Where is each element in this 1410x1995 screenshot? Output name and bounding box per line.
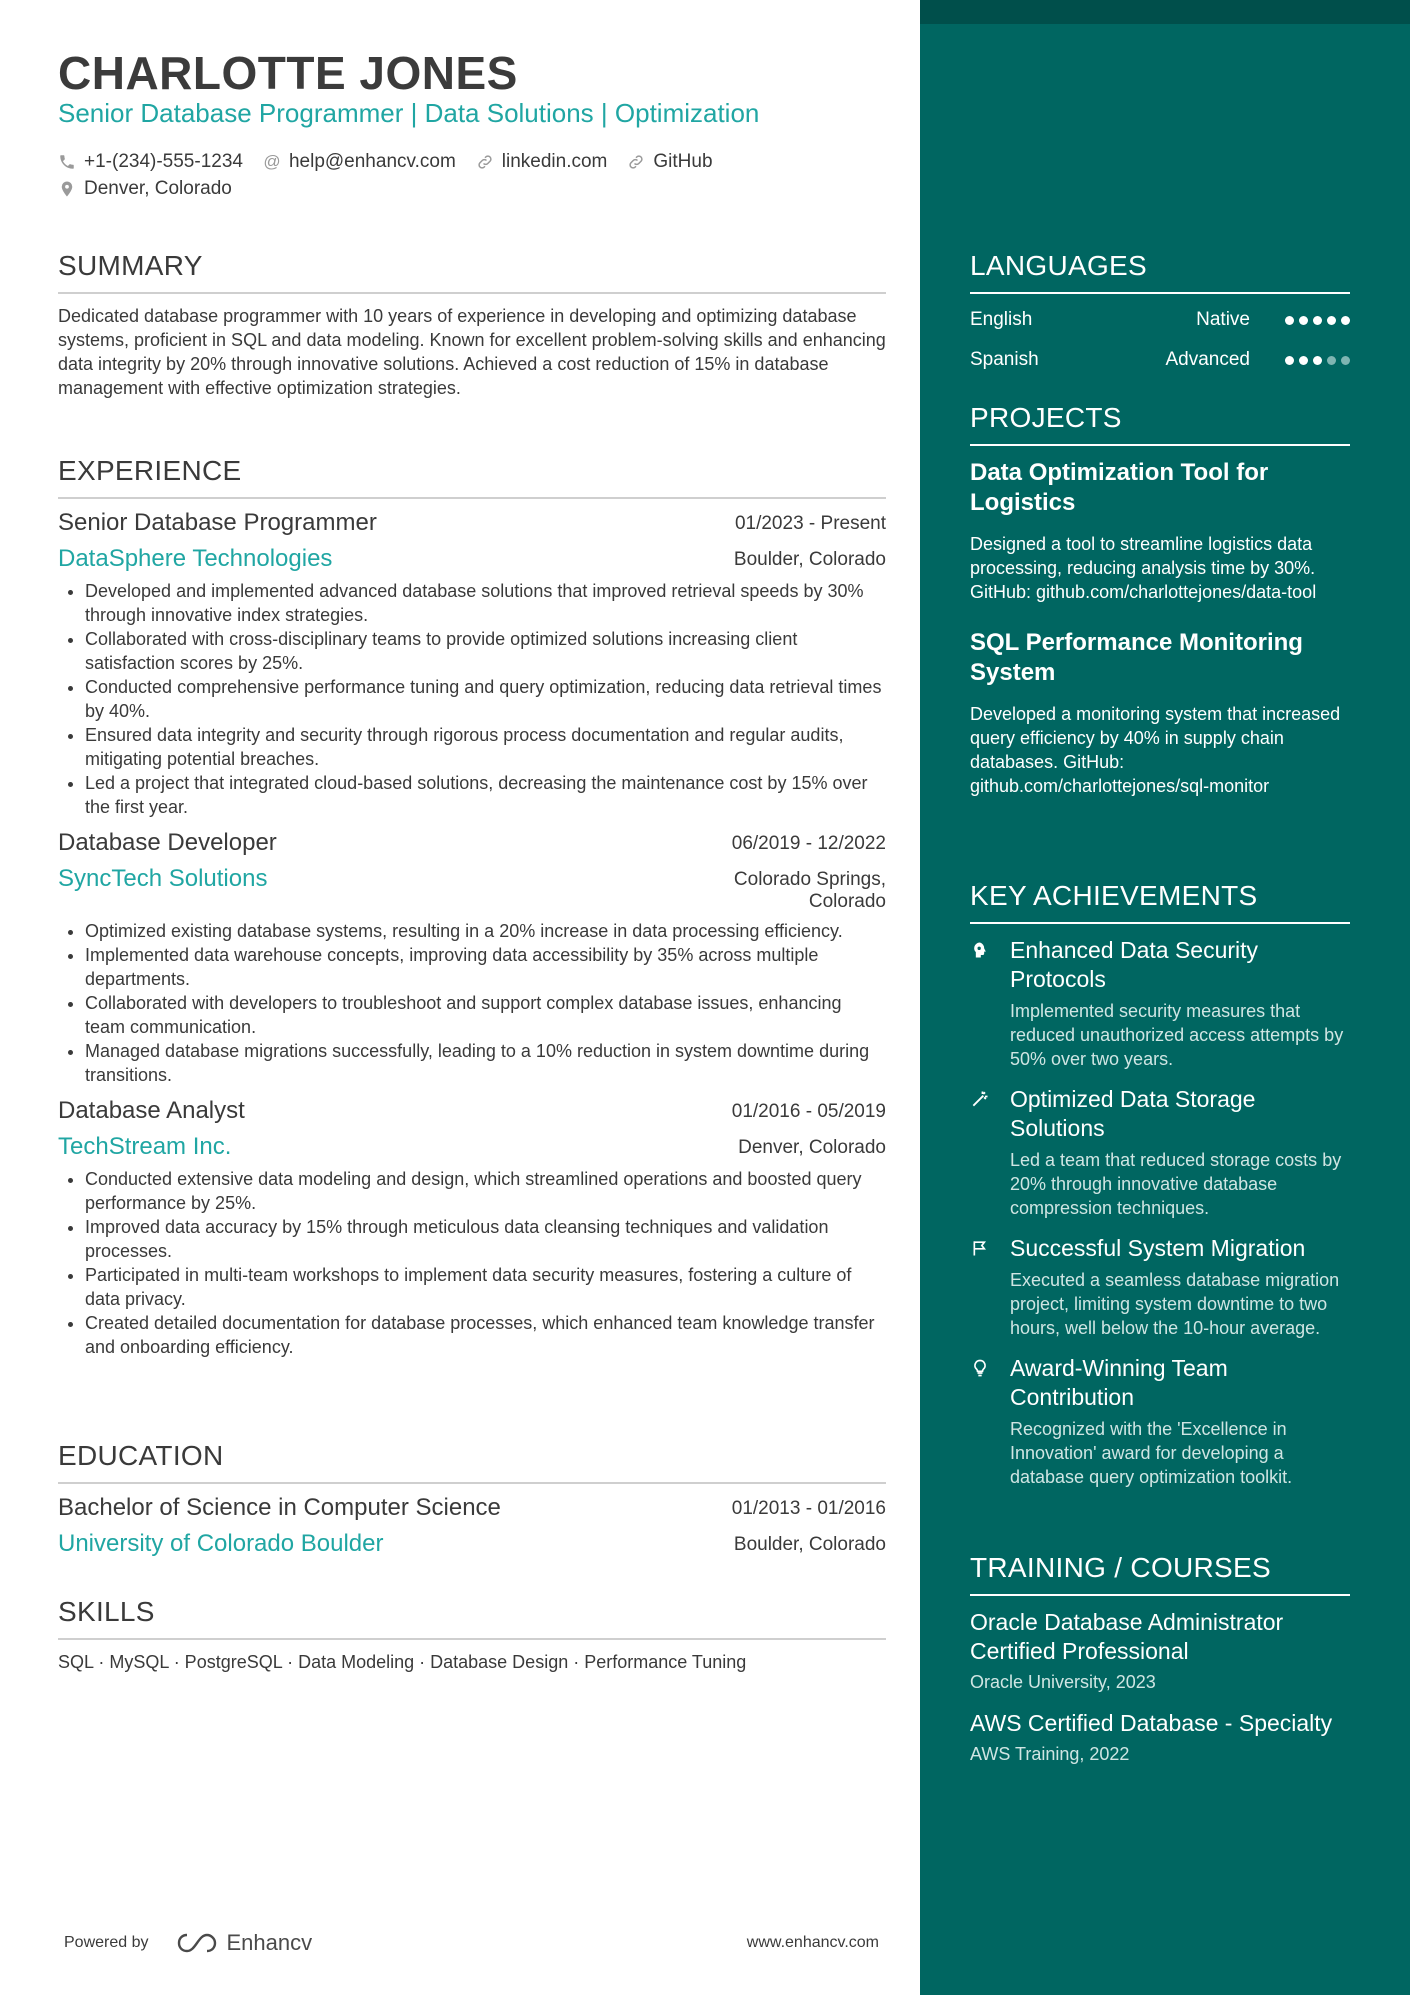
degree-title: Bachelor of Science in Computer Science <box>58 1494 501 1521</box>
job-location: Denver, Colorado <box>738 1137 886 1158</box>
bullet-item: • Managed database migrations successfully, leading to a 10% reduction in system downtime during transitions. <box>85 1039 886 1087</box>
achievement-title: Successful System Migration <box>1010 1235 1306 1261</box>
rating-dot <box>1313 316 1322 325</box>
achievement-description: Executed a seamless database migration project, limiting system downtime to two hours, well below the 10-hour average. <box>1010 1270 1340 1338</box>
school-name: University of Colorado Boulder <box>58 1530 384 1557</box>
bullet-item: • Optimized existing database systems, resulting in a 20% increase in data processing efficiency. <box>85 919 886 943</box>
achievement-title: Award-Winning Team Contribution <box>1010 1355 1228 1410</box>
sidebar <box>920 0 1410 1995</box>
skills-list: SQL · MySQL · PostgreSQL · Data Modeling · Database Design · Performance Tuning <box>58 1652 747 1672</box>
rating-dot <box>1341 356 1350 365</box>
job-entry <box>58 509 886 819</box>
bullet-item: • Developed and implemented advanced database solutions that improved retrieval speeds by 30% through innovative index strategies. <box>85 579 886 627</box>
summary-heading: SUMMARY <box>58 250 886 294</box>
projects-section <box>970 402 1350 798</box>
job-title: Database Analyst <box>58 1097 245 1124</box>
bullet-item: • Collaborated with developers to troubleshoot and support complex database issues, enhancing team communication. <box>85 991 886 1039</box>
contact-info <box>58 148 733 202</box>
project-description: Designed a tool to streamline logistics data processing, reducing analysis time by 30%. GitHub: github.com/charlottejones/data-tool <box>970 534 1317 602</box>
company-name: SyncTech Solutions <box>58 865 268 892</box>
achievement-title: Optimized Data Storage Solutions <box>1010 1086 1256 1141</box>
bullet-item: • Conducted extensive data modeling and design, which streamlined operations and boosted query performance by 25%. <box>85 1167 886 1215</box>
language-level: Native <box>1196 309 1250 330</box>
summary-section <box>58 250 886 400</box>
language-name: Spanish <box>970 349 1039 370</box>
skills-section <box>58 1596 886 1673</box>
achievement-description: Led a team that reduced storage costs by 20% through innovative database compression techniques. <box>1010 1150 1342 1218</box>
location-text: Denver, Colorado <box>84 177 232 199</box>
job-location: Colorado Springs, Colorado <box>733 869 886 912</box>
at-icon: @ <box>263 151 281 171</box>
email-contact[interactable] <box>263 151 456 173</box>
email-text: help@enhancv.com <box>288 150 456 172</box>
github-text: GitHub <box>653 150 713 172</box>
rating-dot <box>1341 316 1350 325</box>
footer <box>64 1930 879 1956</box>
github-contact[interactable] <box>627 151 712 173</box>
languages-section <box>970 250 1350 374</box>
rating-dot <box>1313 356 1322 365</box>
rating-dot <box>1299 316 1308 325</box>
job-bullets <box>58 919 886 1087</box>
job-bullets <box>58 1167 886 1359</box>
experience-heading: EXPERIENCE <box>58 455 886 499</box>
infinity-logo-icon <box>175 1931 221 1955</box>
achievement-title: Enhanced Data Security Protocols <box>1010 937 1259 992</box>
company-name: DataSphere Technologies <box>58 545 333 572</box>
language-level: Advanced <box>1165 349 1250 370</box>
lightbulb-icon <box>970 1354 1010 1489</box>
brand-name: Enhancv <box>226 1930 313 1955</box>
summary-text: Dedicated database programmer with 10 years of experience in developing and optimizing database systems, proficient in SQL and data modeling. Known for excellent problem-solving skills and enhancing data integrity by 20% through innovative solutions. Achieved a cost reduction of 15% in database management with effective optimization strategies. <box>58 306 886 398</box>
language-rating <box>1280 356 1350 365</box>
sidebar-top-band <box>920 0 1410 24</box>
location-pin-icon <box>58 180 76 198</box>
bullet-item: • Led a project that integrated cloud-based solutions, decreasing the maintenance cost by 15% over the first year. <box>85 771 886 819</box>
achievement-description: Recognized with the 'Excellence in Innovation' award for developing a database query optimization toolkit. <box>1010 1419 1293 1487</box>
achievements-heading: KEY ACHIEVEMENTS <box>970 880 1350 924</box>
job-dates: 06/2019 - 12/2022 <box>731 833 886 854</box>
linkedin-contact[interactable] <box>476 151 608 173</box>
website-link[interactable]: www.enhancv.com <box>746 1934 879 1951</box>
candidate-title: Senior Database Programmer | Data Solutions | Optimization <box>58 98 760 128</box>
languages-heading: LANGUAGES <box>970 250 1350 294</box>
project-title: Data Optimization Tool for Logistics <box>970 459 1269 516</box>
experience-section <box>58 455 886 1359</box>
course-title: Oracle Database Administrator Certified Professional <box>970 1609 1284 1664</box>
rating-dot <box>1327 316 1336 325</box>
project-title: SQL Performance Monitoring System <box>970 629 1303 686</box>
school-location: Boulder, Colorado <box>733 1534 886 1555</box>
education-section <box>58 1440 886 1558</box>
job-dates: 01/2016 - 05/2019 <box>731 1101 886 1122</box>
training-heading: TRAINING / COURSES <box>970 1552 1350 1596</box>
achievement-item <box>970 1085 1350 1220</box>
job-title: Database Developer <box>58 829 277 856</box>
link-icon <box>627 153 645 171</box>
language-item <box>970 306 1350 334</box>
education-dates: 01/2013 - 01/2016 <box>731 1498 886 1519</box>
achievement-item <box>970 936 1350 1071</box>
projects-heading: PROJECTS <box>970 402 1350 446</box>
course-title: AWS Certified Database - Specialty <box>970 1710 1333 1736</box>
language-rating <box>1280 316 1350 325</box>
job-entry <box>58 829 886 1087</box>
bullet-item: • Ensured data integrity and security through rigorous process documentation and regular audits, mitigating potential breaches. <box>85 723 886 771</box>
job-entry <box>58 1097 886 1359</box>
course-provider: AWS Training, 2022 <box>970 1744 1130 1764</box>
link-icon <box>476 153 494 171</box>
achievement-item <box>970 1354 1350 1489</box>
project-description: Developed a monitoring system that increased query efficiency by 40% in supply chain databases. GitHub: github.com/charlottejones/sql-monitor <box>970 704 1341 796</box>
achievement-item <box>970 1234 1350 1340</box>
phone-contact[interactable] <box>58 151 243 173</box>
powered-by <box>64 1930 312 1956</box>
company-name: TechStream Inc. <box>58 1133 232 1160</box>
job-bullets <box>58 579 886 819</box>
phone-icon <box>58 153 76 171</box>
magic-wand-icon <box>970 1085 1010 1220</box>
enhancv-logo[interactable] <box>175 1930 313 1956</box>
course-provider: Oracle University, 2023 <box>970 1672 1156 1692</box>
rating-dot <box>1299 356 1308 365</box>
location-contact <box>58 178 232 200</box>
bullet-item: • Implemented data warehouse concepts, improving data accessibility by 35% across multiple departments. <box>85 943 886 991</box>
phone-text: +1-(234)-555-1234 <box>84 150 243 172</box>
language-item <box>970 346 1350 374</box>
achievements-section <box>970 880 1350 1489</box>
language-name: English <box>970 309 1033 330</box>
brain-icon <box>970 936 1010 1071</box>
bullet-item: • Improved data accuracy by 15% through meticulous data cleansing techniques and validation processes. <box>85 1215 886 1263</box>
job-location: Boulder, Colorado <box>733 549 886 570</box>
skills-heading: SKILLS <box>58 1596 886 1640</box>
linkedin-text: linkedin.com <box>501 150 608 172</box>
bullet-item: • Participated in multi-team workshops to implement data security measures, fostering a culture of data privacy. <box>85 1263 886 1311</box>
bullet-item: • Collaborated with cross-disciplinary teams to provide optimized solutions increasing client satisfaction scores by 25%. <box>85 627 886 675</box>
rating-dot <box>1327 356 1336 365</box>
rating-dot <box>1285 356 1294 365</box>
candidate-name: CHARLOTTE JONES <box>58 47 518 99</box>
education-heading: EDUCATION <box>58 1440 886 1484</box>
powered-by-label: Powered by <box>64 1934 149 1951</box>
bullet-item: • Conducted comprehensive performance tuning and query optimization, reducing data retrieval times by 40%. <box>85 675 886 723</box>
training-section <box>970 1552 1350 1765</box>
flag-icon <box>970 1234 1010 1340</box>
achievement-description: Implemented security measures that reduced unauthorized access attempts by 50% over two years. <box>1010 1001 1344 1069</box>
rating-dot <box>1285 316 1294 325</box>
job-dates: 01/2023 - Present <box>734 513 886 534</box>
job-title: Senior Database Programmer <box>58 509 377 536</box>
bullet-item: • Created detailed documentation for database processes, which enhanced team knowledge transfer and onboarding efficiency. <box>85 1311 886 1359</box>
